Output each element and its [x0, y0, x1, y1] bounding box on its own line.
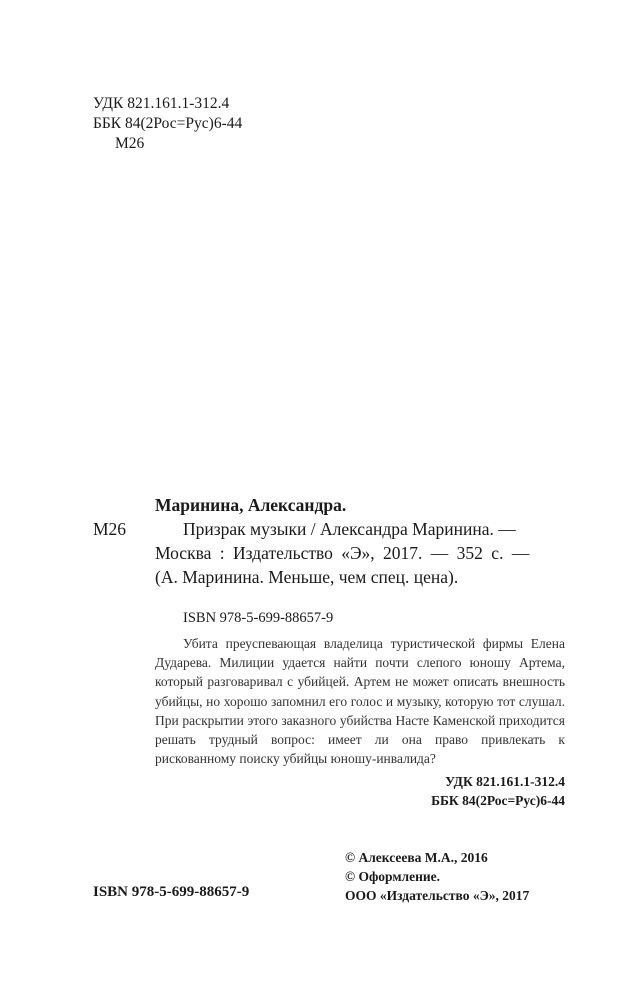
record-code: М26 — [93, 519, 127, 539]
record-line: (А. Маринина. Меньше, чем спец. цена). — [155, 567, 459, 587]
record-line: Призрак музыки / Александра Маринина. — — [183, 519, 516, 539]
footer-isbn: ISBN 978-5-699-88657-9 — [93, 884, 250, 900]
copyright-line: © Оформление. — [345, 869, 441, 884]
header-udk: УДК 821.161.1-312.4 — [93, 95, 230, 112]
copyright-line: © Алексеева М.А., 2016 — [345, 850, 488, 865]
copyright-line: ООО «Издательство «Э», 2017 — [345, 888, 530, 903]
record-isbn: ISBN 978-5-699-88657-9 — [183, 610, 334, 626]
annotation: Убита преуспевающая владелица туристической фирмы Елена Дударева. Милиции удается найти почти слепого юношу Артема, который разговаривал с убийцей. Артем не может описать внешность убийцы, но хорошо запомнил его голос и музыку, которую тот слушал. При раскрытии этого заказного убийства Насте Каменской приходится решать трудный вопрос: имеет ли она право привлекать к рискованному поиску убийцы юношу-инвалида? — [155, 636, 565, 767]
header-code: М26 — [115, 135, 145, 152]
header-bbk: ББК 84(2Рос=Рус)6-44 — [93, 115, 243, 132]
classification-udk: УДК 821.161.1-312.4 — [445, 774, 565, 789]
classification-bbk: ББК 84(2Рос=Рус)6-44 — [431, 793, 565, 808]
record-author: Маринина, Александра. — [155, 495, 347, 515]
record-line: Москва : Издательство «Э», 2017. — 352 с. — — [155, 543, 530, 563]
